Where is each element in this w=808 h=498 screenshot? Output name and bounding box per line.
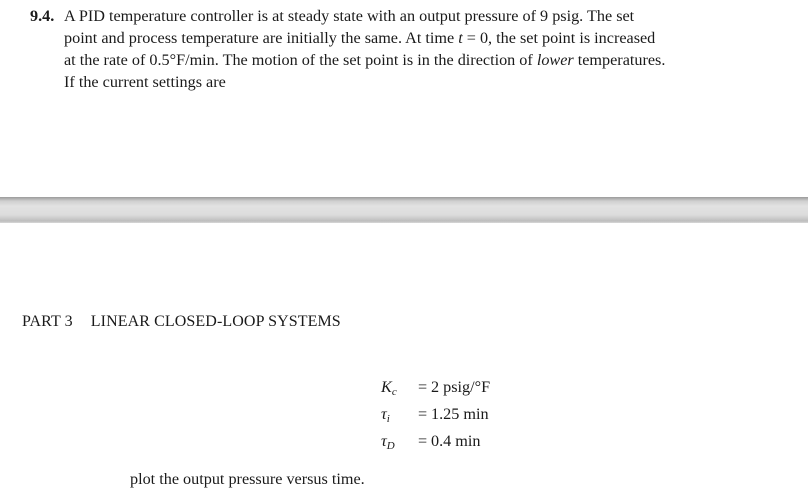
- symbol-base: τ: [381, 405, 387, 423]
- problem-line-3: [64, 49, 665, 71]
- problem-text: If the current settings are: [64, 73, 226, 91]
- problem-line-2: [64, 27, 655, 49]
- problem-line-4: [64, 71, 226, 93]
- equals-sign: =: [418, 432, 428, 450]
- problem-text: = 0, the set point is increased: [462, 29, 656, 47]
- parameter-symbol: [381, 378, 415, 398]
- parameter-symbol: [381, 405, 415, 425]
- time-variable: t: [458, 29, 463, 47]
- problem-number: 9.4.: [30, 7, 55, 25]
- equals-sign: =: [418, 378, 428, 396]
- parameter-value: 2 psig/°F: [431, 378, 491, 396]
- problem-text: A PID temperature controller is at steady state with an output pressure of 9 psig. The set: [64, 7, 635, 25]
- problem-text: at the rate of 0.5°F/min. The motion of the set point is in the direction of: [64, 51, 537, 69]
- emphasis-text: lower: [536, 51, 574, 69]
- part-title: LINEAR CLOSED-LOOP SYSTEMS: [90, 313, 341, 330]
- problem-text: point and process temperature are initially the same. At time: [64, 29, 459, 47]
- closing-instruction: plot the output pressure versus time.: [130, 470, 365, 488]
- problem-line-1: [64, 5, 634, 27]
- symbol-subscript: D: [386, 440, 395, 452]
- running-head: [22, 313, 341, 331]
- problem-text: temperatures.: [573, 51, 666, 69]
- parameter-value: 1.25 min: [431, 405, 489, 423]
- symbol-subscript: i: [386, 413, 390, 425]
- page-break-divider: [0, 197, 808, 223]
- parameter-symbol: [381, 432, 415, 452]
- symbol-base: τ: [381, 432, 387, 450]
- symbol-subscript: c: [391, 386, 397, 398]
- parameter-value: 0.4 min: [431, 432, 481, 450]
- symbol-base: K: [381, 378, 392, 396]
- equals-sign: =: [418, 405, 428, 423]
- part-label: PART 3: [22, 313, 73, 330]
